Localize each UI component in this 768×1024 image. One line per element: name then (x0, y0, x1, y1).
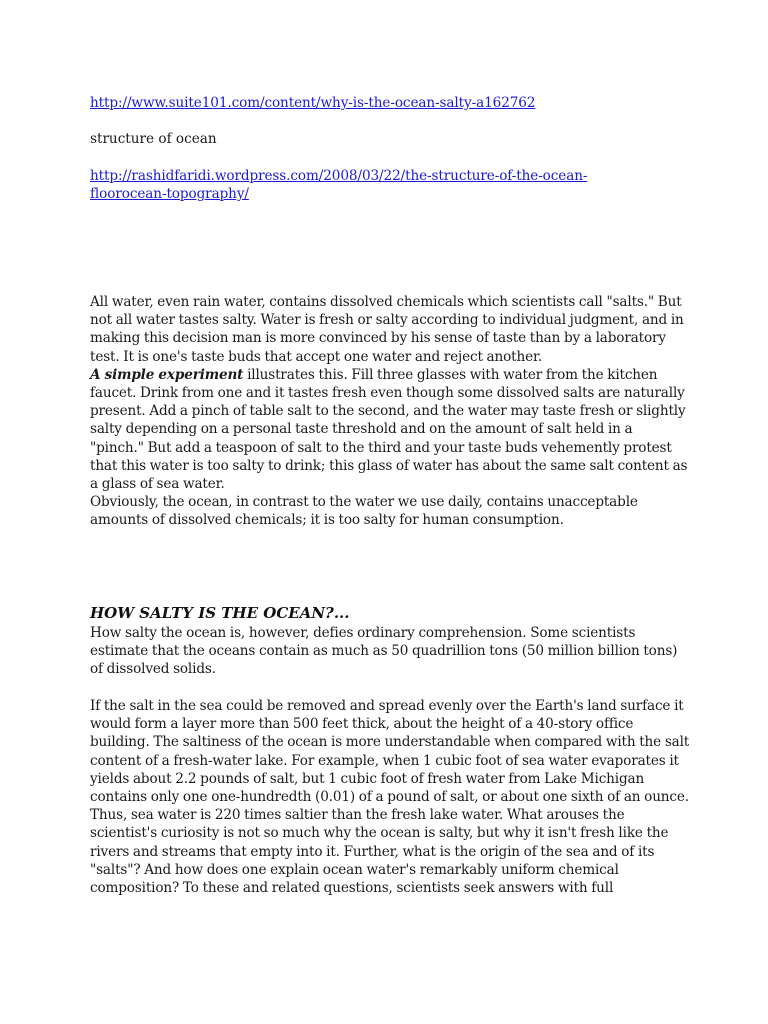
intro-paragraph-2 (90, 366, 690, 493)
section-heading: HOW SALTY IS THE OCEAN?... (90, 604, 350, 622)
section-paragraph-1-block (90, 624, 690, 679)
rashidfaridi-link[interactable] (90, 167, 587, 203)
suite101-link[interactable]: http://www.suite101.com/content/why-is-the-ocean-salty-a162762 (90, 95, 536, 111)
intro-paragraph-3: Obviously, the ocean, in contrast to the water we use daily, contains unacceptable amounts of dissolved chemicals; it is too salty for human consumption. (90, 494, 638, 529)
experiment-text: illustrates this. Fill three glasses with water from the kitchen faucet. Drink from one and it tastes fresh even though some dissolved salts are naturally present. Add a pinch of table salt to the second, and the water may taste fresh or slightly salty depending on a personal taste threshold and on the amount of salt held in a "pinch." But add a teaspoon of salt to the third and your taste buds vehemently protest that this water is too salty to drink; this glass of water has about the same salt content as a glass of sea water. (90, 366, 688, 493)
section-paragraph-1: How salty the ocean is, however, defies ordinary comprehension. Some scientists estimate that the oceans contain as much as 50 quadrillion tons (50 million billion tons) of dissolved solids. (90, 625, 678, 678)
intro-paragraph-1: All water, even rain water, contains dissolved chemicals which scientists call "salts." But not all water tastes salty. Water is fresh or salty according to individual judgment, and in making this decision man is more convinced by his sense of taste than by a laboratory test. It is one's taste buds that accept one water and reject another. (90, 294, 684, 365)
intro-section (90, 293, 690, 530)
structure-of-ocean-label: structure of ocean (90, 131, 217, 147)
simple-experiment-emphasis: A simple experiment (90, 366, 244, 383)
rashidfaridi-link-line-2[interactable]: floorocean-topography/ (90, 186, 249, 202)
rashidfaridi-link-line-1[interactable]: http://rashidfaridi.wordpress.com/2008/03/22/the-structure-of-the-ocean- (90, 168, 588, 184)
section-paragraph-2: If the salt in the sea could be removed and spread evenly over the Earth's land surface it would form a layer more than 500 feet thick, about the height of a 40-story office building. The saltiness of the ocean is more understandable when compared with the salt content of a fresh-water lake. For example, when 1 cubic foot of sea water evaporates it yields about 2.2 pounds of salt, but 1 cubic foot of fresh water from Lake Michigan contains only one one-hundredth (0.01) of a pound of salt, or about one sixth of an ounce. Thus, sea water is 220 times saltier than the fresh lake water. What arouses the scientist's curiosity is not so much why the ocean is salty, but why it isn't fresh like the rivers and streams that empty into it. Further, what is the origin of the sea and of its "salts"? And how does one explain ocean water's remarkably uniform chemical composition? To these and related questions, scientists seek answers with full (90, 698, 690, 897)
section-paragraph-2-block (90, 697, 690, 897)
